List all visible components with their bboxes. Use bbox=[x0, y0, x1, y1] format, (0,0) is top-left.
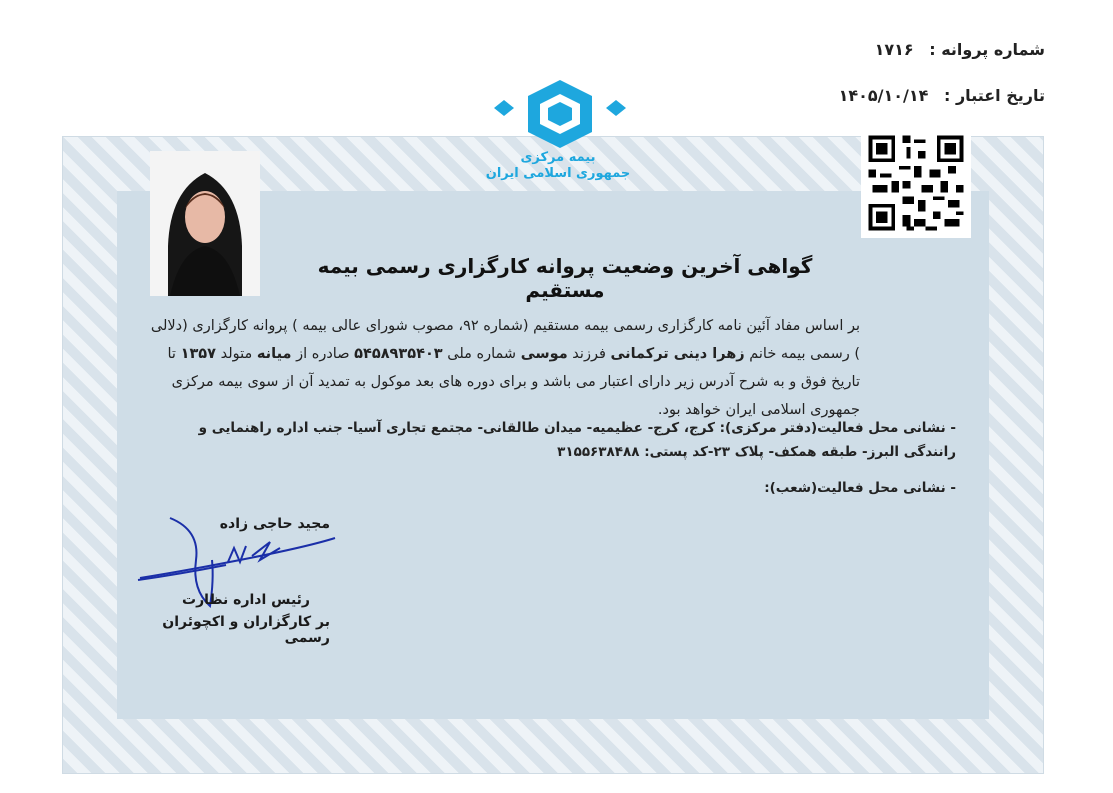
validity-date bbox=[839, 86, 1045, 105]
national-id-label: شماره ملی bbox=[447, 346, 517, 362]
holder-name: زهرا دینی ترکمانی bbox=[610, 346, 745, 362]
issued-from-label: صادره از bbox=[296, 346, 350, 362]
qr-code-icon bbox=[861, 128, 971, 238]
signer-title-line1: رئیس اداره نظارت bbox=[182, 592, 310, 608]
logo-text bbox=[478, 150, 638, 182]
logo-line1: بیمه مرکزی bbox=[520, 150, 596, 165]
license-number-label: شماره پروانه : bbox=[929, 40, 1045, 59]
body-conclusion: تا تاریخ فوق و به شرح آدرس زیر دارای اعتبار می باشد و برای دوره های بعد موکول به تمدید آن از سوی بیمه مرکزی جمهوری اسلامی ایران خواهد بود. bbox=[167, 346, 860, 418]
body-intro: بر اساس مفاد آئین نامه کارگزاری رسمی بیمه مستقیم (شماره ۹۲، مصوب شورای عالی بیمه ) پروانه کارگزاری (دلالی ) رسمی بیمه خانم bbox=[150, 318, 860, 362]
address-main-office: - نشانی محل فعالیت(دفتر مرکزی): کرج، کرج- عظیمیه- میدان طالقانی- مجتمع تجاری آسیا- جنب اداره راهنمایی و رانندگی البرز- طبقه همکف- پلاک ۲۳-کد پستی: ۳۱۵۵۶۳۸۴۸۸ bbox=[198, 420, 956, 460]
license-number-value: ۱۷۱۶ bbox=[874, 40, 914, 59]
validity-date-label: تاریخ اعتبار : bbox=[944, 86, 1045, 105]
logo-line2: جمهوری اسلامی ایران bbox=[485, 166, 631, 181]
child-of-label: فرزند bbox=[572, 346, 606, 362]
validity-date-value: ۱۴۰۵/۱۰/۱۴ bbox=[838, 86, 929, 105]
father-name: موسی bbox=[520, 346, 568, 362]
signer-name: مجید حاجی زاده bbox=[219, 516, 330, 532]
license-number bbox=[875, 40, 1045, 59]
address-branches: - نشانی محل فعالیت(شعب): bbox=[764, 480, 956, 496]
issue-place: میانه bbox=[256, 346, 292, 362]
certificate-title: گواهی آخرین وضعیت پروانه کارگزاری رسمی بیمه مستقیم bbox=[317, 254, 813, 302]
certificate-body bbox=[150, 312, 860, 424]
birth-year: ۱۳۵۷ bbox=[180, 346, 216, 362]
holder-photo bbox=[150, 151, 260, 296]
national-id: ۵۴۵۸۹۳۵۴۰۳ bbox=[354, 346, 443, 362]
signer-title-line2: بر کارگزاران و اکچوئران رسمی bbox=[162, 614, 330, 646]
born-label: متولد bbox=[220, 346, 253, 362]
